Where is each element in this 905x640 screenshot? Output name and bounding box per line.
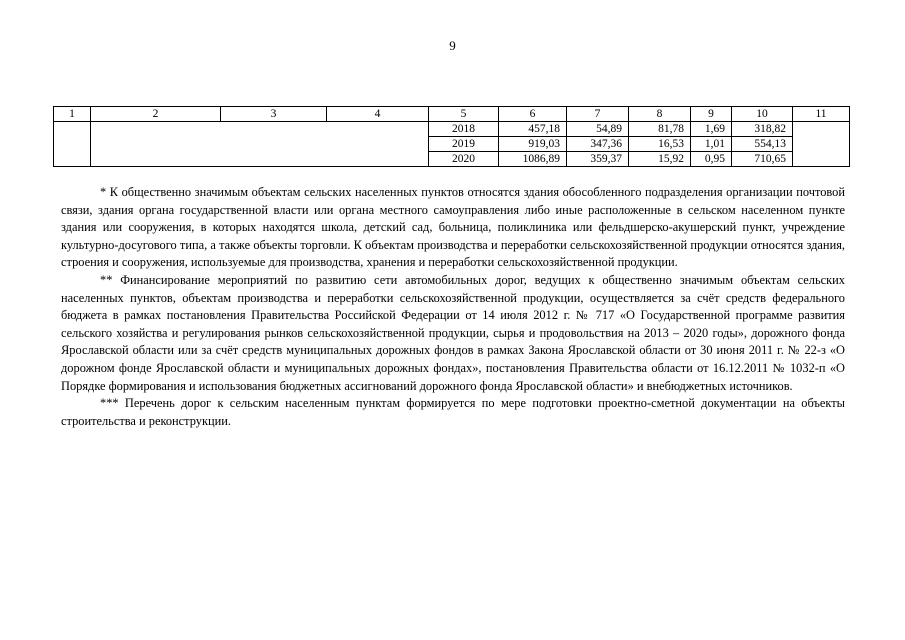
column-header: 8 [629, 107, 691, 122]
table-header-row [54, 107, 850, 122]
table-cell: 54,89 [567, 122, 629, 137]
table-cell: 359,37 [567, 152, 629, 167]
year-cell: 2020 [429, 152, 499, 167]
footnote-two-star: ** Финансирование мероприятий по развитию сети автомобильных дорог, ведущих к общественно значимым объектам сельских населенных пунктов, объектам производства и переработки сельскохозяйственной продукции, осуществляется за счёт средств федерального бюджета в рамках постановления Правительства Российской Федерации от 14 июля 2012 г. № 717 «О Государственной программе развития сельского хозяйства и регулирования рынков сельскохозяйственной продукции, сырья и продовольствия на 2013 – 2020 годы», дорожного фонда Ярославской области или за счёт средств муниципальных дорожных фондов в рамках Закона Ярославской области от 30 июня 2011 г. № 22-з «О дорожном фонде Ярославской области и муниципальных дорожных фондах», постановления Правительства области от 16.12.2011 № 1032-п «О Порядке формирования и использования бюджетных ассигнований дорожного фонда Ярославской области» и внебюджетных источников. [61, 272, 845, 393]
data-table [53, 106, 850, 167]
table-cell-empty [54, 122, 91, 167]
table-cell: 1,69 [691, 122, 732, 137]
table-cell: 15,92 [629, 152, 691, 167]
column-header: 10 [732, 107, 793, 122]
table-cell: 554,13 [732, 137, 793, 152]
table-cell: 457,18 [499, 122, 567, 137]
column-header: 6 [499, 107, 567, 122]
column-header: 1 [54, 107, 91, 122]
footnote-three-star: *** Перечень дорог к сельским населенным пунктам формируется по мере подготовки проектно-сметной документации на объекты строительства и реконструкции. [61, 396, 845, 428]
table-cell: 347,36 [567, 137, 629, 152]
year-cell: 2019 [429, 137, 499, 152]
column-header: 11 [793, 107, 850, 122]
table-row [54, 122, 850, 137]
column-header: 9 [691, 107, 732, 122]
column-header: 5 [429, 107, 499, 122]
table-cell: 16,53 [629, 137, 691, 152]
table-cell-empty [91, 122, 429, 167]
table-cell: 0,95 [691, 152, 732, 167]
table-cell: 81,78 [629, 122, 691, 137]
table-cell: 1086,89 [499, 152, 567, 167]
column-header: 2 [91, 107, 221, 122]
page-number: 9 [449, 38, 456, 53]
column-header: 4 [327, 107, 429, 122]
column-header: 3 [221, 107, 327, 122]
footnotes [61, 184, 845, 430]
table-cell: 710,65 [732, 152, 793, 167]
table-cell-empty [793, 122, 850, 167]
table-cell: 318,82 [732, 122, 793, 137]
column-header: 7 [567, 107, 629, 122]
year-cell: 2018 [429, 122, 499, 137]
table-cell: 1,01 [691, 137, 732, 152]
table-cell: 919,03 [499, 137, 567, 152]
footnote-one-star: * К общественно значимым объектам сельских населенных пунктов относятся здания обособленного подразделения организации почтовой связи, здания органа государственной власти или органа местного самоуправления либо иные расположенные в сельском населенном пункте здания или сооружения, в которых находятся школа, детский сад, больница, поликлиника или фельдшерско-акушерский пункт, учреждение культурно-досугового типа, а также объекты торговли. К объектам производства и переработки сельскохозяйственной продукции относятся здания, строения и сооружения, используемые для производства, хранения и переработки сельскохозяйственной продукции. [61, 185, 845, 270]
